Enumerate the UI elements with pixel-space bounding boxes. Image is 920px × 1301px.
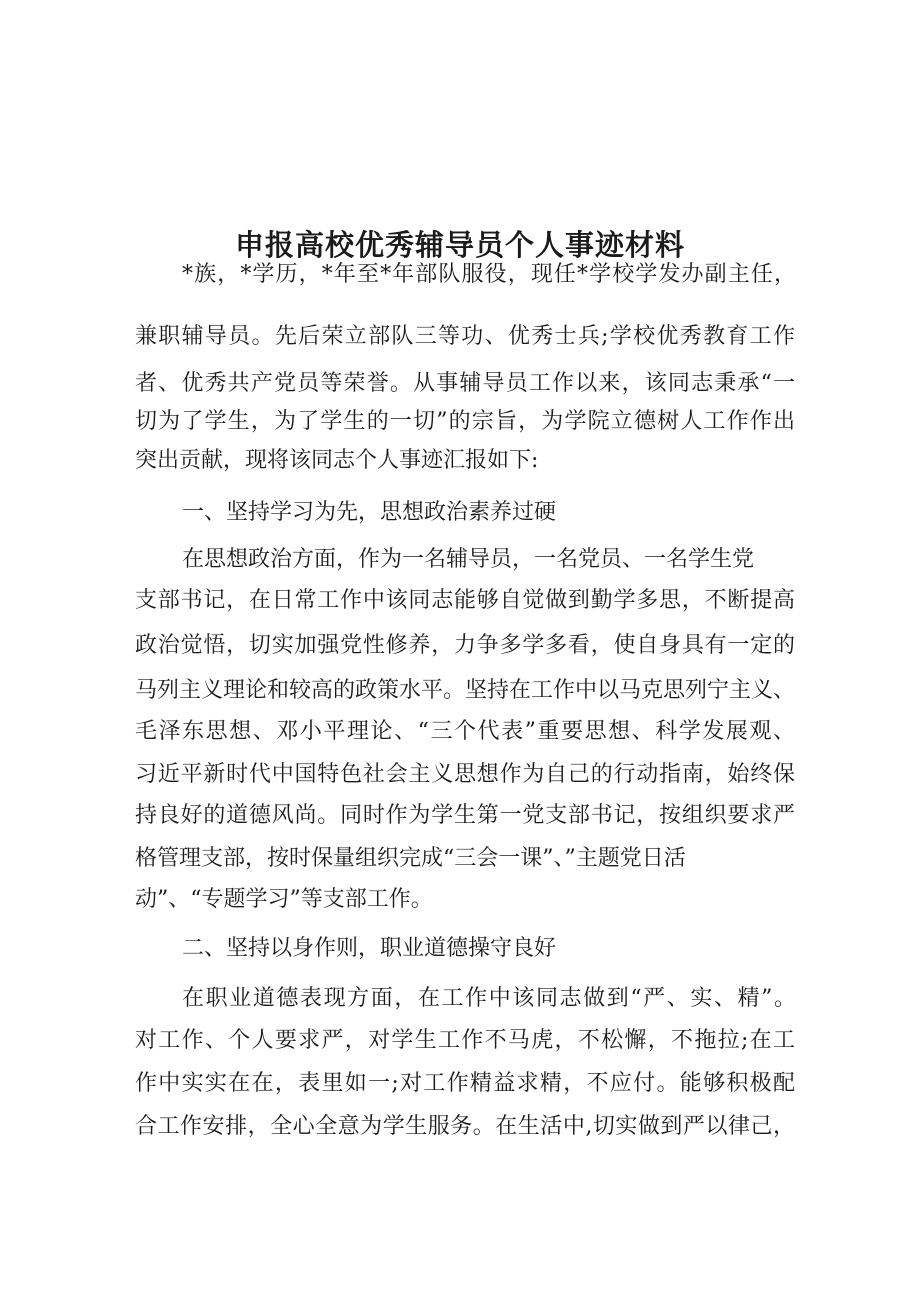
section1-line-4: 马列主义理论和较高的政策水平。坚持在工作中以马克思列宁主义、 <box>135 678 796 703</box>
section2-line-2: 对工作、个人要求严，对学生工作不马虎，不松懈，不拖拉;在工 <box>135 1028 795 1053</box>
section2-line-4: 合工作安排，全心全意为学生服务。在生活中,切实做到严以律己， <box>135 1114 795 1139</box>
section1-line-1: 在思想政治方面，作为一名辅导员，一名党员、一名学生党 <box>182 547 755 572</box>
section1-line-3: 政治觉悟，切实加强党性修养，力争多学多看，使自身具有一定的 <box>135 633 795 658</box>
section1-line-7: 持良好的道德风尚。同时作为学生第一党支部书记，按组织要求严 <box>135 803 795 828</box>
section1-line-5: 毛泽东思想、邓小平理论、“三个代表”重要思想、科学发展观、 <box>135 719 795 744</box>
section1-line-6: 习近平新时代中国特色社会主义思想作为自己的行动指南，始终保 <box>135 762 795 787</box>
intro-line-1: *族，*学历，*年至*年部队服役，现任*学校学发办副主任， <box>182 262 796 287</box>
section2-line-1: 在职业道德表现方面，在工作中该同志做到“严、实、精”。 <box>182 986 796 1011</box>
section-heading-1: 一、坚持学习为先，思想政治素养过硬 <box>182 500 557 525</box>
section1-line-8: 格管理支部，按时保量组织完成“三会一课”、”主题党日活 <box>135 846 686 871</box>
section1-line-2: 支部书记，在日常工作中该同志能够自觉做到勤学多思，不断提高 <box>135 588 795 613</box>
intro-line-3: 者、优秀共产党员等荣誉。从事辅导员工作以来，该同志秉承“一 <box>135 371 795 396</box>
intro-line-4: 切为了学生，为了学生的一切”的宗旨，为学院立德树人工作作出 <box>135 409 795 434</box>
section2-line-3: 作中实实在在，表里如一;对工作精益求精，不应付。能够积极配 <box>135 1071 795 1096</box>
section1-line-9: 动”、“专题学习”等支部工作。 <box>135 887 433 912</box>
document-title: 申报高校优秀辅导员个人事迹材料 <box>234 228 685 262</box>
section-heading-2: 二、坚持以身作则，职业道德操守良好 <box>182 936 557 961</box>
intro-line-2: 兼职辅导员。先后荣立部队三等功、优秀士兵;学校优秀教育工作 <box>135 324 795 349</box>
intro-line-5: 突出贡献，现将该同志个人事迹汇报如下: <box>135 448 539 473</box>
